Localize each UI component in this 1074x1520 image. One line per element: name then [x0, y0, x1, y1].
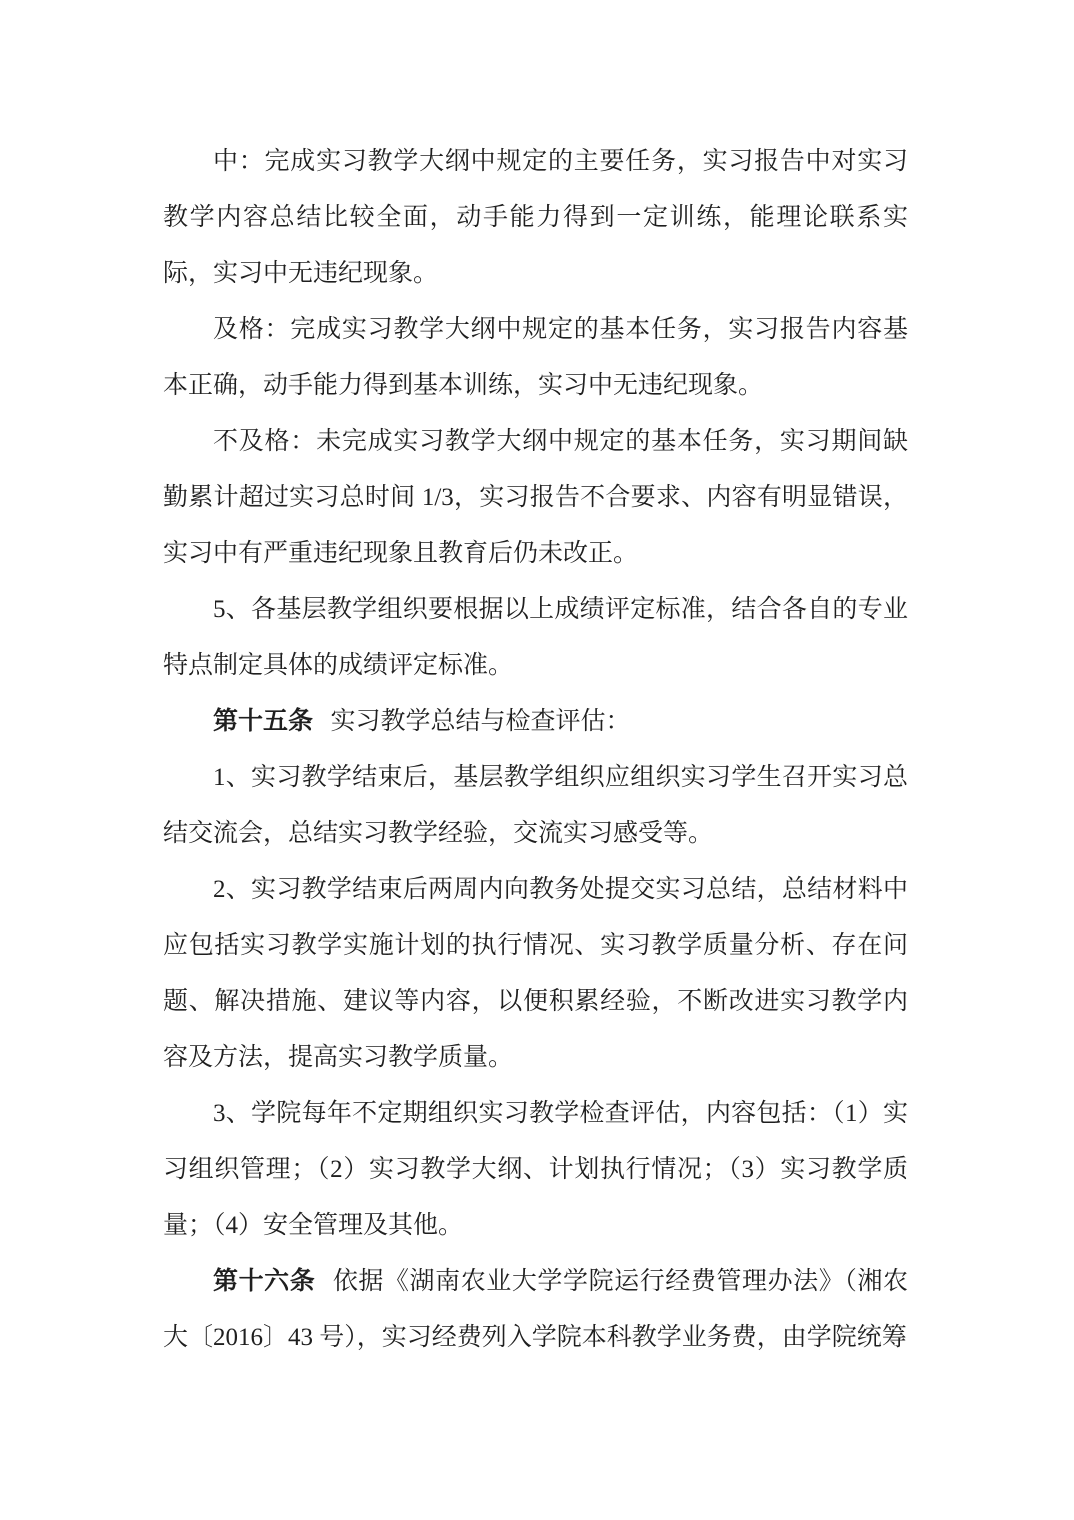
article-paragraph	[163, 694, 908, 750]
body-paragraph: 5、各基层教学组织要根据以上成绩评定标准，结合各自的专业特点制定具体的成绩评定标准。	[163, 596, 908, 679]
body-paragraph: 不及格：未完成实习教学大纲中规定的基本任务，实习期间缺勤累计超过实习总时间 1/3，实习报告不合要求、内容有明显错误，实习中有严重违纪现象且教育后仍未改正。	[163, 428, 908, 567]
body-paragraph: 3、学院每年不定期组织实习教学检查评估，内容包括：（1）实习组织管理；（2）实习教学大纲、计划执行情况；（3）实习教学质量；（4）安全管理及其他。	[163, 1100, 908, 1239]
article-number: 第十五条	[213, 708, 314, 735]
body-paragraph: 2、实习教学结束后两周内向教务处提交实习总结，总结材料中应包括实习教学实施计划的执行情况、实习教学质量分析、存在问题、解决措施、建议等内容，以便积累经验，不断改进实习教学内容及方法，提高实习教学质量。	[163, 876, 908, 1071]
article-paragraph	[163, 1254, 908, 1366]
article-text: 依据《湖南农业大学学院运行经费管理办法》（湘农大〔2016〕43 号），实习经费列入学院本科教学业务费，由学院统筹	[163, 1268, 908, 1351]
body-paragraph: 1、实习教学结束后，基层教学组织应组织实习学生召开实习总结交流会，总结实习教学经验，交流实习感受等。	[163, 764, 908, 847]
body-paragraph: 中：完成实习教学大纲中规定的主要任务，实习报告中对实习教学内容总结比较全面，动手能力得到一定训练，能理论联系实际，实习中无违纪现象。	[163, 148, 908, 287]
article-number: 第十六条	[213, 1268, 316, 1295]
document-body	[163, 134, 908, 1366]
article-text: 实习教学总结与检查评估：	[330, 708, 631, 735]
body-paragraph: 及格：完成实习教学大纲中规定的基本任务，实习报告内容基本正确，动手能力得到基本训练，实习中无违纪现象。	[163, 316, 908, 399]
